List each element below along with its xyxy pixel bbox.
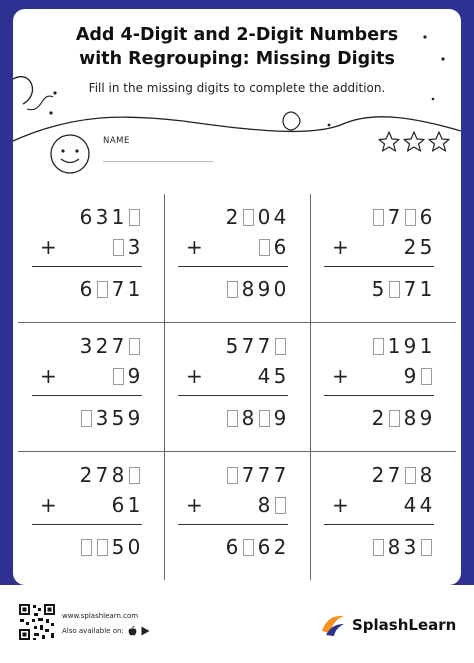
digit: 4	[257, 364, 271, 388]
digit: 4	[273, 205, 287, 229]
sum-row	[224, 407, 288, 429]
star-icon	[379, 132, 399, 151]
digit: 1	[387, 334, 401, 358]
digit: 7	[95, 463, 109, 487]
splashlearn-logo	[320, 613, 456, 637]
missing-digit-box[interactable]	[373, 539, 384, 556]
brand-name: SplashLearn	[352, 616, 457, 634]
sum-row	[370, 536, 434, 558]
sum-row	[370, 407, 434, 429]
top-row	[370, 335, 434, 357]
plus-sign: +	[186, 235, 203, 259]
available-on-label: Also available on:	[62, 627, 124, 635]
digit: 1	[127, 493, 141, 517]
digit: 9	[403, 334, 417, 358]
digit: 7	[403, 277, 417, 301]
digit: 8	[241, 277, 255, 301]
digit: 6	[111, 493, 125, 517]
name-field[interactable]	[103, 161, 213, 162]
missing-digit-box[interactable]	[227, 467, 238, 484]
digit: 8	[387, 535, 401, 559]
missing-digit-box[interactable]	[129, 338, 140, 355]
digit: 3	[79, 334, 93, 358]
missing-digit-box[interactable]	[243, 539, 254, 556]
digit: 4	[403, 493, 417, 517]
addend-row	[256, 494, 288, 516]
digit: 2	[403, 235, 417, 259]
addend-row	[110, 236, 142, 258]
digit: 7	[241, 463, 255, 487]
digit: 2	[95, 334, 109, 358]
digit: 3	[95, 406, 109, 430]
missing-digit-box[interactable]	[81, 410, 92, 427]
addition-problem	[18, 194, 164, 322]
apple-icon[interactable]	[128, 626, 137, 636]
top-row	[224, 464, 288, 486]
splashlearn-logo-icon	[320, 613, 346, 637]
sum-line	[32, 524, 142, 525]
digit: 6	[225, 535, 239, 559]
plus-sign: +	[40, 235, 57, 259]
plus-sign: +	[186, 364, 203, 388]
digit: 9	[403, 364, 417, 388]
addition-problem	[310, 194, 456, 322]
missing-digit-box[interactable]	[113, 239, 124, 256]
digit: 7	[257, 463, 271, 487]
digit: 9	[419, 406, 433, 430]
sum-line	[324, 395, 434, 396]
digit: 6	[79, 205, 93, 229]
digit: 0	[273, 277, 287, 301]
missing-digit-box[interactable]	[405, 209, 416, 226]
addend-row	[402, 236, 434, 258]
worksheet	[13, 9, 461, 585]
plus-sign: +	[40, 364, 57, 388]
sum-row	[224, 536, 288, 558]
top-row	[78, 464, 142, 486]
missing-digit-box[interactable]	[275, 338, 286, 355]
plus-sign: +	[332, 493, 349, 517]
missing-digit-box[interactable]	[243, 209, 254, 226]
digit: 8	[419, 463, 433, 487]
sum-row	[78, 407, 142, 429]
missing-digit-box[interactable]	[421, 539, 432, 556]
plus-sign: +	[186, 493, 203, 517]
digit: 7	[273, 463, 287, 487]
sum-line	[178, 524, 288, 525]
digit: 6	[257, 535, 271, 559]
digit: 8	[111, 463, 125, 487]
website-link[interactable]: www.splashlearn.com	[62, 612, 139, 620]
digit: 8	[241, 406, 255, 430]
digit: 0	[127, 535, 141, 559]
sum-line	[324, 266, 434, 267]
digit: 9	[127, 364, 141, 388]
missing-digit-box[interactable]	[421, 368, 432, 385]
addend-row	[110, 365, 142, 387]
sum-line	[324, 524, 434, 525]
addend-row	[110, 494, 142, 516]
digit: 7	[111, 334, 125, 358]
digit: 7	[111, 277, 125, 301]
addition-problem	[164, 452, 310, 580]
star-rating	[377, 129, 453, 157]
digit: 6	[273, 235, 287, 259]
missing-digit-box[interactable]	[97, 281, 108, 298]
top-row	[78, 206, 142, 228]
star-icon	[429, 132, 449, 151]
missing-digit-box[interactable]	[373, 209, 384, 226]
addition-problem	[164, 323, 310, 451]
digit: 2	[371, 463, 385, 487]
sum-line	[178, 395, 288, 396]
missing-digit-box[interactable]	[129, 209, 140, 226]
available-on	[62, 626, 150, 636]
digit: 0	[257, 205, 271, 229]
top-row	[224, 206, 288, 228]
missing-digit-box[interactable]	[129, 467, 140, 484]
missing-digit-box[interactable]	[227, 281, 238, 298]
footer	[0, 585, 474, 663]
digit: 2	[225, 205, 239, 229]
plus-sign: +	[40, 493, 57, 517]
title-line-2: with Regrouping: Missing Digits	[79, 49, 395, 69]
addition-problem	[310, 323, 456, 451]
digit: 2	[79, 463, 93, 487]
title-line-1: Add 4-Digit and 2-Digit Numbers	[75, 25, 399, 45]
smiley-face-icon	[49, 133, 91, 175]
digit: 5	[111, 406, 125, 430]
digit: 5	[371, 277, 385, 301]
sum-row	[78, 536, 142, 558]
digit: 6	[419, 205, 433, 229]
missing-digit-box[interactable]	[405, 467, 416, 484]
digit: 7	[387, 463, 401, 487]
sum-row	[370, 278, 434, 300]
digit: 9	[127, 406, 141, 430]
addition-problem	[310, 452, 456, 580]
digit: 7	[387, 205, 401, 229]
top-row	[78, 335, 142, 357]
missing-digit-box[interactable]	[389, 410, 400, 427]
sum-line	[32, 395, 142, 396]
missing-digit-box[interactable]	[389, 281, 400, 298]
missing-digit-box[interactable]	[227, 410, 238, 427]
digit: 7	[257, 334, 271, 358]
missing-digit-box[interactable]	[113, 368, 124, 385]
name-label: NAME	[103, 136, 130, 146]
digit: 9	[257, 277, 271, 301]
digit: 5	[419, 235, 433, 259]
addition-problem	[18, 323, 164, 451]
digit: 6	[79, 277, 93, 301]
digit: 2	[273, 535, 287, 559]
star-icon	[404, 132, 424, 151]
digit: 9	[273, 406, 287, 430]
top-row	[370, 464, 434, 486]
digit: 5	[225, 334, 239, 358]
digit: 5	[111, 535, 125, 559]
plus-sign: +	[332, 364, 349, 388]
sum-line	[32, 266, 142, 267]
instruction-text: Fill in the missing digits to complete the addition.	[88, 81, 386, 95]
addend-row	[402, 365, 434, 387]
digit: 1	[419, 334, 433, 358]
addend-row	[256, 365, 288, 387]
digit: 3	[127, 235, 141, 259]
top-row	[224, 335, 288, 357]
top-row	[370, 206, 434, 228]
addend-row	[402, 494, 434, 516]
qr-code-icon	[18, 603, 56, 641]
digit: 1	[111, 205, 125, 229]
addend-row	[256, 236, 288, 258]
missing-digit-box[interactable]	[275, 497, 286, 514]
digit: 7	[241, 334, 255, 358]
missing-digit-box[interactable]	[97, 539, 108, 556]
sum-line	[178, 266, 288, 267]
digit: 4	[419, 493, 433, 517]
digit: 8	[403, 406, 417, 430]
problem-grid	[18, 194, 456, 580]
missing-digit-box[interactable]	[81, 539, 92, 556]
plus-sign: +	[332, 235, 349, 259]
sum-row	[78, 278, 142, 300]
addition-problem	[18, 452, 164, 580]
addition-problem	[164, 194, 310, 322]
digit: 8	[257, 493, 271, 517]
sum-row	[224, 278, 288, 300]
play-store-icon[interactable]	[141, 626, 150, 636]
missing-digit-box[interactable]	[259, 239, 270, 256]
digit: 3	[95, 205, 109, 229]
digit: 2	[371, 406, 385, 430]
digit: 1	[419, 277, 433, 301]
digit: 3	[403, 535, 417, 559]
digit: 1	[127, 277, 141, 301]
missing-digit-box[interactable]	[259, 410, 270, 427]
digit: 5	[273, 364, 287, 388]
missing-digit-box[interactable]	[373, 338, 384, 355]
